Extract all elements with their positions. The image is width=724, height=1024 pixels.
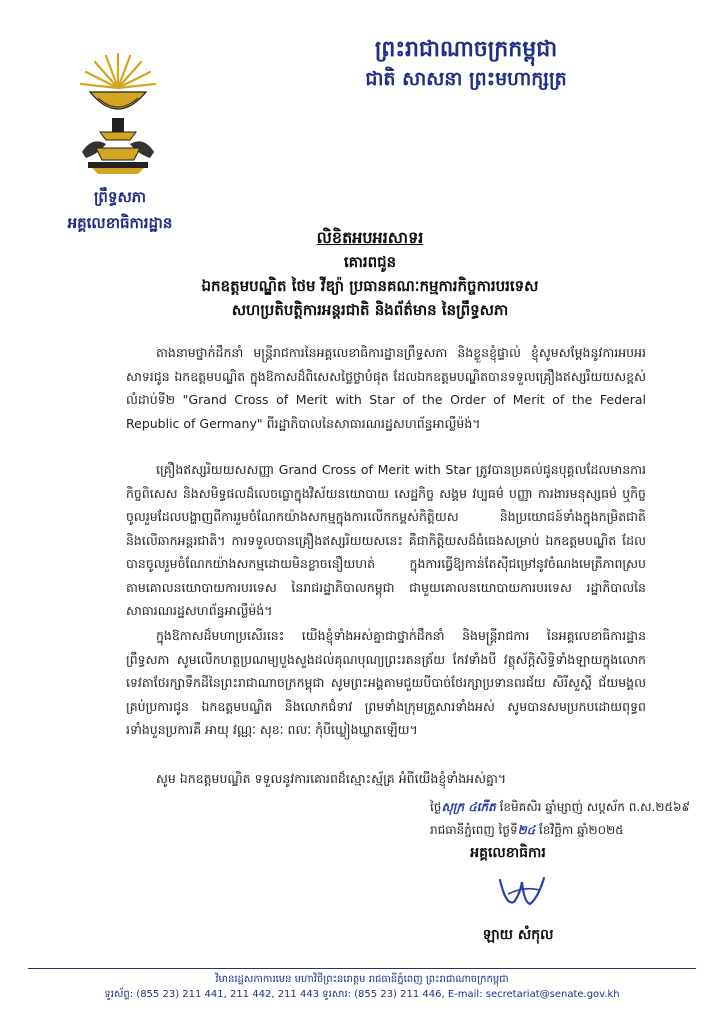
date-block: [430, 796, 710, 842]
solar-rest: ខែវិច្ឆិកា ឆ្នាំ២០២៥: [535, 823, 624, 837]
solar-prefix: រាជធានីភ្នំពេញ ថ្ងៃទី: [430, 823, 518, 837]
paragraph-3-text: ក្នុងឱកាសដ៏មហាប្រសើរនេះ យើងខ្ញុំទាំងអស់គ្នាជាថ្នាក់ដឹកនាំ និងមន្ត្រីរាជការ នៃអគ្គលេខាធិការដ្ឋានព្រឹទ្ធសភា សូមលើកហត្ថប្រណម្យបួងសួងដល់គុណបុណ្យព្រះរតនត្រ័យ កែវទាំងបី វត្ថុស័ក្តិសិទ្ធិទាំងឡាយក្នុងលោក ទេវតាថែរក្សាទឹកដីនៃព្រះរាជាណាចក្រកម្ពុជា សូមព្រះអង្គតាមជួយបីបាច់ថែរក្សាប្រទានពរជ័យ សិរីសួស្តី ជ័យមង្គលគ្រប់ប្រការជូន ឯកឧត្តមបណ្ឌិត និងលោកជំទាវ ព្រមទាំងក្រុមគ្រួសារទាំងអស់ សូមបានសមប្រកបដោយពុទ្ធពរទាំងបួនប្រការគឺ អាយុ វណ្ណៈ សុខៈ ពលៈ កុំបីឃ្លៀងឃ្លាតឡើយ។: [126, 628, 646, 737]
solar-day-handwritten: ២៤: [517, 823, 536, 837]
recipient-line-1: ឯកឧត្តមបណ្ឌិត ថៃម វីឌ្យ៉ា ប្រធានគណៈកម្មការកិច្ចការបរទេស: [201, 277, 539, 295]
closing-line: សូម ឯកឧត្តមបណ្ឌិត ទទួលនូវការគោរពដ៏ស្មោះស្ម័គ្រ អំពីយើងខ្ញុំទាំងអស់គ្នា។: [156, 771, 507, 786]
solar-date: [430, 819, 710, 842]
footer-address: វិមានរដ្ឋសភាការមេន មហាវិថីព្រះនរោត្តម រាជធានីភ្នំពេញ ព្រះរាជាណាចក្រកម្ពុជា: [215, 974, 509, 985]
institution-name: ព្រឹទ្ធសភា: [93, 188, 147, 206]
body-paragraph-1: [126, 341, 646, 435]
respect-line: គោរពជូន: [343, 253, 397, 271]
signer-name: ឡាយ សំកុល: [482, 927, 554, 943]
lunar-date: [430, 796, 710, 819]
kingdom-motto: ជាតិ សាសនា ព្រះមហាក្សត្រ: [365, 68, 567, 90]
senate-emblem-icon: [72, 48, 164, 176]
signer-title: អគ្គលេខាធិការ: [470, 845, 546, 861]
letter-type: លិខិតអបអរសាទរ: [316, 228, 424, 247]
signature-icon: [494, 872, 550, 912]
paragraph-1-text: តាងនាមថ្នាក់ដឹកនាំ មន្ត្រីរាជការនៃអគ្គលេខាធិការដ្ឋានព្រឹទ្ធសភា និងខ្លួនខ្ញុំផ្ទាល់ ខ្ញុំសូមសម្តែងនូវការអបអរសាទរជូន ឯកឧត្តមបណ្ឌិត ក្នុងឱកាសដ៏ពិសេសថ្លៃថ្លាបំផុត ដែលឯកឧត្តមបណ្ឌិតបានទទួលគ្រឿងឥស្សរិយយសខ្ពស់លំដាប់ទី២ "Grand Cross of Merit with Star of the Order of Merit of the Federal Republic of Germany" ពីរដ្ឋាភិបាលនៃសាធារណរដ្ឋសហព័ន្ធអាល្លឺម៉ង់។: [126, 345, 646, 431]
lunar-prefix: ថ្ងៃ: [430, 800, 442, 814]
kingdom-header: [216, 36, 716, 92]
letter-heading: [90, 226, 650, 322]
body-paragraph-2: [126, 458, 646, 623]
footer-divider: [28, 968, 696, 969]
body-paragraph-3: [126, 624, 646, 742]
department-name: អគ្គលេខាធិការដ្ឋាន: [67, 214, 173, 232]
kingdom-title: ព្រះរាជាណាចក្រកម្ពុជា: [374, 37, 558, 62]
lunar-handwritten: សុក្រ ៤កើត: [441, 800, 496, 814]
footer-contact: ទូរស័ព្ទ: (855 23) 211 441, 211 442, 211 443 ទូរសារ: (855 23) 211 446, E-mail: secretariat@senate.gov.kh: [104, 989, 620, 1000]
recipient-line-2: សហប្រតិបត្តិការអន្តរជាតិ និងព័ត៌មាន នៃព្រឹទ្ធសភា: [231, 301, 509, 319]
footer: [28, 972, 696, 1002]
lunar-rest: ខែមិគសិរ ឆ្នាំម្សាញ់ សប្តស័ក ព.ស.២៥៦៩: [495, 800, 690, 814]
paragraph-2-text: គ្រឿងឥស្សរិយយសសញ្ញា Grand Cross of Merit with Star ត្រូវបានប្រគល់ជូនបុគ្គលដែលមានការកិច្ចពិសេស និងសមិទ្ធផលដ៏លេចធ្លោក្នុងវិស័យនយោបាយ សេដ្ឋកិច្ច សង្គម វប្បធម៌ បញ្ញា ការងារមនុស្សធម៌ ឬកិច្ចចូលរួមដែលបង្ហាញពីការរួមចំណែកយ៉ាងសកម្មក្នុងការលើកកម្ពស់កិត្តិយស និងប្រយោជន៍ទាំងក្នុងកម្រិតជាតិ និងលើឆាកអន្តរជាតិ។ ការទទួលបានគ្រឿងឥស្សរិយយសនេះ គឺជាកិត្តិយសដ៏ធំធេងសម្រាប់ ឯកឧត្តមបណ្ឌិត ដែលបានចូលរួមចំណែកយ៉ាងសកម្មដោយមិនខ្លាចនឿយហត់ ក្នុងការធ្វើឱ្យកាន់តែស៊ីជម្រៅនូវចំណងមេត្រីភាពស្របតាមគោលនយោបាយការបរទេស នៃរាជរដ្ឋាភិបាលកម្ពុជា ជាមួយគោលនយោបាយការបរទេស រដ្ឋាភិបាលនៃសាធារណរដ្ឋសហព័ន្ធអាល្លឺម៉ង់។: [126, 462, 646, 618]
